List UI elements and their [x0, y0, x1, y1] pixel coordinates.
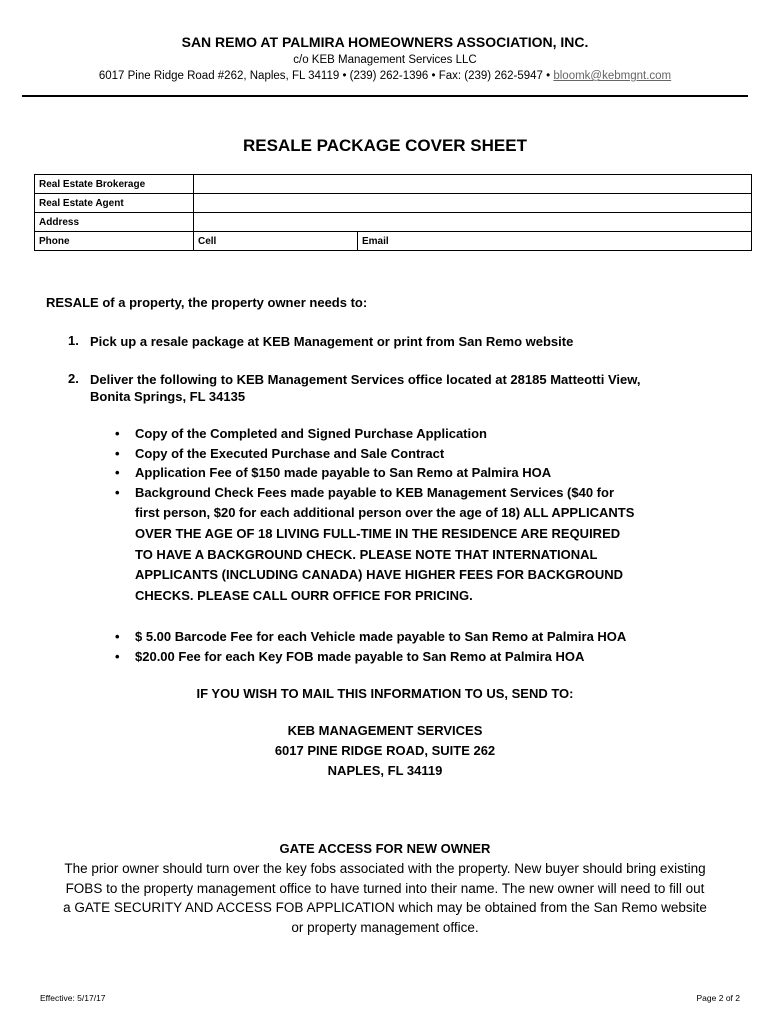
contact-line — [0, 70, 770, 82]
care-of-line: c/o KEB Management Services LLC — [293, 54, 477, 66]
gate-access-text: The prior owner should turn over the key fobs associated with the property. New buyer should bring existing FOBS to the property management office to have turned into their name. The new owner will need to fill out a GATE SECURITY AND ACCESS FOB APPLICATION which may be obtained from the San Remo website or property management office. — [63, 861, 707, 935]
agent-label: Real Estate Agent — [35, 194, 194, 213]
list-item — [115, 627, 735, 647]
mail-address-line-3: NAPLES, FL 34119 — [327, 763, 443, 778]
address-label: Address — [35, 213, 194, 232]
cell-field[interactable]: Cell — [194, 232, 358, 251]
agent-info-table — [34, 174, 752, 251]
required-items-list — [115, 424, 735, 607]
bullet-icon: • — [115, 484, 120, 500]
phone-field[interactable]: Phone — [35, 232, 194, 251]
bullet-icon: • — [115, 648, 120, 664]
list-item — [115, 647, 735, 667]
brokerage-label: Real Estate Brokerage — [35, 175, 194, 194]
bullet-icon: • — [115, 445, 120, 461]
fees-list — [115, 627, 735, 666]
item-text: Background Check Fees made payable to KEB Management Services ($40 for first person, $20 for each additional person over the age of 18) ALL APPLICANTS OVER THE AGE OF 18 LIVING FULL-TIME IN THE RESIDENCE ARE REQUIRED TO HAVE A BACKGROUND CHECK. PLEASE NOTE THAT INTERNATIONAL APPLICANTS (INCLUDING CANADA) HAVE HIGHER FEES FOR BACKGROUND CHECKS. PLEASE CALL OURR OFFICE FOR PRICING. — [135, 484, 635, 604]
document-title: RESALE PACKAGE COVER SHEET — [242, 136, 527, 155]
contact-details: 6017 Pine Ridge Road #262, Naples, FL 34119 • (239) 262-1396 • Fax: (239) 262-5947 • — [98, 70, 554, 82]
bullet-icon: • — [115, 629, 120, 644]
table-row — [35, 213, 752, 232]
list-item — [115, 483, 635, 607]
bullet-icon: • — [115, 426, 120, 441]
step-number: 1. — [68, 333, 79, 348]
gate-access-heading: GATE ACCESS FOR NEW OWNER — [279, 841, 491, 856]
page-number: Page 2 of 2 — [696, 993, 740, 1003]
effective-date: Effective: 5/17/17 — [40, 993, 106, 1003]
bullet-icon: • — [115, 465, 120, 480]
list-item — [115, 444, 735, 464]
fee-text: $ 5.00 Barcode Fee for each Vehicle made payable to San Remo at Palmira HOA — [135, 629, 627, 644]
table-row — [35, 232, 752, 251]
item-text: Application Fee of $150 made payable to San Remo at Palmira HOA — [135, 465, 552, 480]
email-field[interactable]: Email — [358, 232, 752, 251]
list-item — [115, 424, 735, 444]
list-item — [115, 463, 735, 483]
agent-field[interactable] — [194, 194, 752, 213]
association-name: SAN REMO AT PALMIRA HOMEOWNERS ASSOCIATION, INC. — [181, 34, 589, 50]
step-number: 2. — [68, 371, 79, 386]
step-text: Pick up a resale package at KEB Management or print from San Remo website — [90, 334, 574, 349]
intro-text: RESALE of a property, the property owner needs to: — [46, 295, 368, 310]
address-field[interactable] — [194, 213, 752, 232]
table-row — [35, 175, 752, 194]
table-row — [35, 194, 752, 213]
mail-heading: IF YOU WISH TO MAIL THIS INFORMATION TO US, SEND TO: — [196, 686, 574, 701]
brokerage-field[interactable] — [194, 175, 752, 194]
item-text: Copy of the Executed Purchase and Sale Contract — [135, 445, 445, 461]
email-link[interactable]: bloomk@kebmgnt.com — [553, 70, 672, 82]
mail-address-line-2: 6017 PINE RIDGE ROAD, SUITE 262 — [274, 743, 496, 758]
mail-address-line-1: KEB MANAGEMENT SERVICES — [287, 723, 483, 738]
fee-text: $20.00 Fee for each Key FOB made payable to San Remo at Palmira HOA — [135, 648, 585, 664]
step-text: Deliver the following to KEB Management Services office located at 28185 Matteotti View, Bonita Springs, FL 34135 — [90, 372, 641, 404]
header-divider — [22, 95, 748, 97]
item-text: Copy of the Completed and Signed Purchase Application — [135, 426, 487, 441]
